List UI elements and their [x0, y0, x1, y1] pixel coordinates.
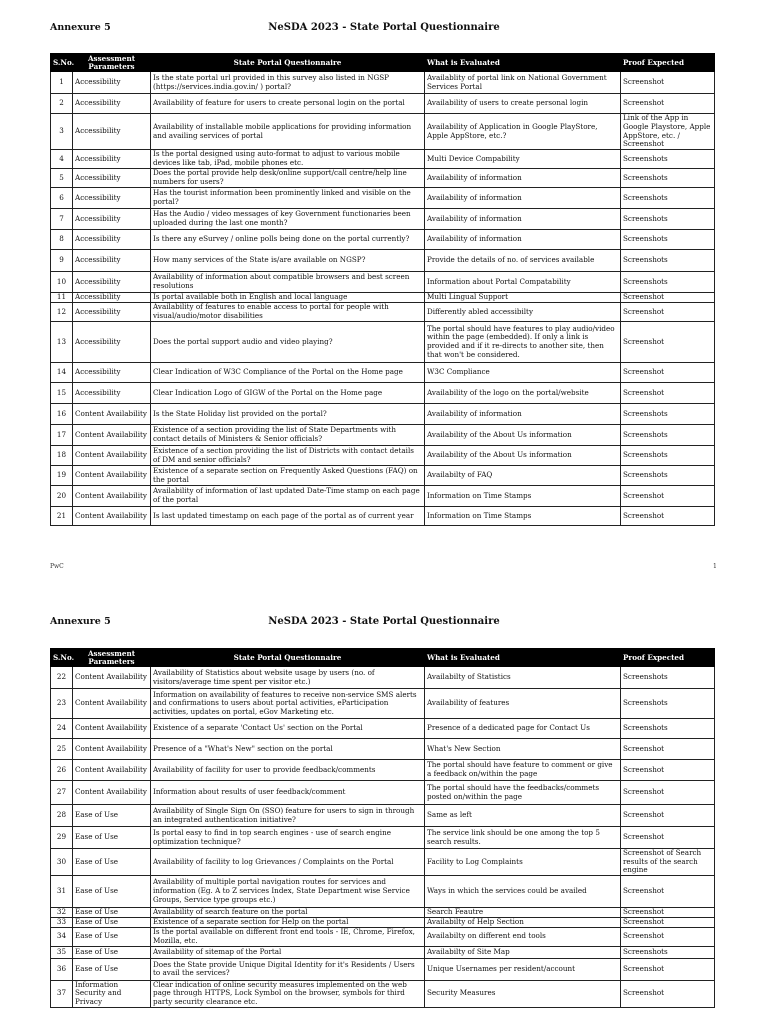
cell-evaluated: Differently abled accessibilty	[425, 303, 621, 322]
cell-param: Ease of Use	[73, 917, 151, 927]
cell-sno: 8	[51, 230, 73, 250]
table-row	[51, 739, 715, 760]
cell-param: Accessibility	[73, 293, 151, 303]
cell-question: Availability of information about compatible browsers and best screen resolutions	[151, 272, 425, 293]
table-row	[51, 446, 715, 466]
cell-sno: 6	[51, 188, 73, 209]
cell-param: Accessibility	[73, 322, 151, 363]
page-title: NeSDA 2023 - State Portal Questionnaire	[268, 22, 500, 33]
table-row	[51, 209, 715, 230]
cell-sno: 21	[51, 507, 73, 526]
table-row	[51, 667, 715, 689]
cell-evaluated: Same as left	[425, 805, 621, 827]
col-header-sno: S.No.	[51, 649, 73, 667]
cell-sno: 20	[51, 486, 73, 507]
cell-sno: 31	[51, 875, 73, 907]
page-number: 1	[713, 563, 717, 570]
cell-proof: Screenshot	[621, 827, 715, 849]
annexure-label: Annexure 5	[50, 616, 111, 627]
table-row	[51, 230, 715, 250]
table-row	[51, 322, 715, 363]
cell-question: Existence of a separate 'Contact Us' section on the Portal	[151, 719, 425, 739]
cell-param: Content Availability	[73, 719, 151, 739]
cell-param: Accessibility	[73, 72, 151, 94]
cell-question: Availability of Statistics about website usage by users (no. of visitors/average time spent per visitor etc.)	[151, 667, 425, 689]
cell-sno: 22	[51, 667, 73, 689]
annexure-label: Annexure 5	[50, 22, 111, 33]
cell-param: Accessibility	[73, 230, 151, 250]
table-row	[51, 150, 715, 169]
table-row	[51, 927, 715, 946]
table-row	[51, 875, 715, 907]
cell-param: Content Availability	[73, 781, 151, 805]
cell-sno: 13	[51, 322, 73, 363]
col-header-question: State Portal Questionnaire	[151, 54, 425, 72]
cell-param: Content Availability	[73, 425, 151, 446]
cell-sno: 25	[51, 739, 73, 760]
cell-sno: 30	[51, 849, 73, 876]
cell-proof: Screenshots	[621, 150, 715, 169]
table-row	[51, 946, 715, 958]
cell-proof: Screenshot	[621, 781, 715, 805]
table-row	[51, 719, 715, 739]
footer-left: PwC	[50, 563, 64, 570]
table-row	[51, 507, 715, 526]
cell-evaluated: Availability of Application in Google PlayStore, Apple AppStore, etc.?	[425, 114, 621, 150]
cell-proof: Screenshot of Search results of the search engine	[621, 849, 715, 876]
table-row	[51, 781, 715, 805]
cell-sno: 1	[51, 72, 73, 94]
cell-param: Content Availability	[73, 507, 151, 526]
cell-proof: Screenshots	[621, 209, 715, 230]
cell-proof: Screenshot	[621, 363, 715, 383]
cell-evaluated: Unique Usernames per resident/account	[425, 958, 621, 980]
col-header-evaluated: What is Evaluated	[425, 649, 621, 667]
cell-param: Content Availability	[73, 739, 151, 760]
cell-question: Clear Indication of W3C Compliance of the Portal on the Home page	[151, 363, 425, 383]
cell-param: Accessibility	[73, 169, 151, 188]
cell-sno: 3	[51, 114, 73, 150]
cell-evaluated: The service link should be one among the top 5 search results.	[425, 827, 621, 849]
cell-question: Availability of Single Sign On (SSO) feature for users to sign in through an integrated authentication initiative?	[151, 805, 425, 827]
cell-question: Information about results of user feedback/comment	[151, 781, 425, 805]
cell-sno: 7	[51, 209, 73, 230]
cell-proof: Screenshot	[621, 875, 715, 907]
cell-proof: Screenshot	[621, 805, 715, 827]
table-header-row	[51, 54, 715, 72]
cell-evaluated: Facility to Log Complaints	[425, 849, 621, 876]
cell-param: Content Availability	[73, 689, 151, 719]
cell-evaluated: W3C Compliance	[425, 363, 621, 383]
cell-question: Existence of a separate section on Frequently Asked Questions (FAQ) on the portal	[151, 466, 425, 486]
cell-question: Has the Audio / video messages of key Government functionaries been uploaded during the last one month?	[151, 209, 425, 230]
table-row	[51, 466, 715, 486]
cell-param: Accessibility	[73, 272, 151, 293]
cell-evaluated: Availability of information	[425, 230, 621, 250]
col-header-param: Assessment Parameters	[73, 54, 151, 72]
cell-question: Clear indication of online security measures implemented on the web page through HTTPS, Lock Symbol on the browser, symbols for third party security clearance etc.	[151, 980, 425, 1007]
cell-sno: 14	[51, 363, 73, 383]
table-row	[51, 849, 715, 876]
cell-sno: 33	[51, 917, 73, 927]
cell-param: Accessibility	[73, 383, 151, 404]
cell-param: Accessibility	[73, 94, 151, 114]
cell-question: Availability of feature for users to create personal login on the portal	[151, 94, 425, 114]
cell-evaluated: Multi Lingual Support	[425, 293, 621, 303]
table-row	[51, 293, 715, 303]
cell-proof: Screenshots	[621, 404, 715, 425]
cell-evaluated: Availability of users to create personal login	[425, 94, 621, 114]
cell-proof: Screenshot	[621, 907, 715, 917]
cell-question: Does the portal support audio and video playing?	[151, 322, 425, 363]
cell-param: Content Availability	[73, 667, 151, 689]
cell-question: Has the tourist information been prominently linked and visible on the portal?	[151, 188, 425, 209]
cell-sno: 18	[51, 446, 73, 466]
cell-evaluated: Security Measures	[425, 980, 621, 1007]
cell-question: Is portal easy to find in top search engines - use of search engine optimization technique?	[151, 827, 425, 849]
cell-param: Ease of Use	[73, 907, 151, 917]
cell-proof: Screenshots	[621, 466, 715, 486]
cell-sno: 4	[51, 150, 73, 169]
cell-evaluated: The portal should have feature to comment or give a feedback on/within the page	[425, 760, 621, 781]
cell-evaluated: Availability of information	[425, 209, 621, 230]
cell-question: Information on availability of features to receive non-service SMS alerts and confirmations to users about portal activities, eParticipation activities, updates on portal, eGov Marketing etc.	[151, 689, 425, 719]
cell-sno: 35	[51, 946, 73, 958]
cell-evaluated: Availabilty of Help Section	[425, 917, 621, 927]
cell-proof: Screenshot	[621, 958, 715, 980]
page-header	[50, 22, 718, 36]
cell-evaluated: Availabilty of Site Map	[425, 946, 621, 958]
cell-sno: 27	[51, 781, 73, 805]
cell-question: Is the portal available on different front end tools - IE, Chrome, Firefox, Mozilla, etc.	[151, 927, 425, 946]
cell-sno: 16	[51, 404, 73, 425]
cell-param: Content Availability	[73, 486, 151, 507]
col-header-proof: Proof Expected	[621, 54, 715, 72]
cell-proof: Screenshots	[621, 689, 715, 719]
cell-question: Availability of multiple portal navigation routes for services and information (Eg. A to Z services Index, State Department wise Service Groups, Service type groups etc.)	[151, 875, 425, 907]
cell-evaluated: Availability of information	[425, 404, 621, 425]
cell-question: Availability of installable mobile applications for providing information and availing services of portal	[151, 114, 425, 150]
table-row	[51, 404, 715, 425]
col-header-param: Assessment Parameters	[73, 649, 151, 667]
cell-sno: 10	[51, 272, 73, 293]
cell-proof: Screenshot	[621, 486, 715, 507]
cell-question: Availability of features to enable access to portal for people with visual/audio/motor disabilities	[151, 303, 425, 322]
questionnaire-table	[50, 53, 715, 526]
table-row	[51, 425, 715, 446]
table-row	[51, 958, 715, 980]
cell-sno: 24	[51, 719, 73, 739]
table-row	[51, 169, 715, 188]
cell-param: Accessibility	[73, 303, 151, 322]
table-row	[51, 363, 715, 383]
cell-proof: Screenshot	[621, 760, 715, 781]
cell-evaluated: Availabilty of Statistics	[425, 667, 621, 689]
cell-question: Does the State provide Unique Digital Identity for it's Residents / Users to avail the services?	[151, 958, 425, 980]
cell-param: Ease of Use	[73, 849, 151, 876]
cell-sno: 28	[51, 805, 73, 827]
cell-question: Existence of a separate section for Help on the portal	[151, 917, 425, 927]
cell-evaluated: Availability of the About Us information	[425, 425, 621, 446]
cell-question: Is the State Holiday list provided on the portal?	[151, 404, 425, 425]
cell-param: Accessibility	[73, 209, 151, 230]
table-row	[51, 303, 715, 322]
table-row	[51, 250, 715, 272]
cell-evaluated: Information about Portal Compatability	[425, 272, 621, 293]
cell-param: Content Availability	[73, 404, 151, 425]
cell-proof: Screenshots	[621, 169, 715, 188]
cell-sno: 32	[51, 907, 73, 917]
cell-sno: 15	[51, 383, 73, 404]
cell-proof: Screenshot	[621, 927, 715, 946]
cell-evaluated: Availabilty on different end tools	[425, 927, 621, 946]
cell-question: Availability of facility to log Grievances / Complaints on the Portal	[151, 849, 425, 876]
cell-question: Is there any eSurvey / online polls being done on the portal currently?	[151, 230, 425, 250]
cell-evaluated: Multi Device Compability	[425, 150, 621, 169]
cell-evaluated: Information on Time Stamps	[425, 486, 621, 507]
cell-param: Content Availability	[73, 760, 151, 781]
table-row	[51, 980, 715, 1007]
cell-sno: 17	[51, 425, 73, 446]
cell-param: Accessibility	[73, 250, 151, 272]
cell-param: Content Availability	[73, 466, 151, 486]
cell-proof: Screenshot	[621, 739, 715, 760]
cell-param: Ease of Use	[73, 958, 151, 980]
table-row	[51, 188, 715, 209]
table-row	[51, 805, 715, 827]
cell-sno: 36	[51, 958, 73, 980]
cell-sno: 9	[51, 250, 73, 272]
table-row	[51, 114, 715, 150]
cell-evaluated: Provide the details of no. of services available	[425, 250, 621, 272]
col-header-evaluated: What is Evaluated	[425, 54, 621, 72]
cell-param: Ease of Use	[73, 927, 151, 946]
table-row	[51, 689, 715, 719]
cell-evaluated: Availability of features	[425, 689, 621, 719]
cell-param: Ease of Use	[73, 946, 151, 958]
cell-evaluated: What's New Section	[425, 739, 621, 760]
cell-proof: Screenshots	[621, 425, 715, 446]
cell-evaluated: The portal should have the feedbacks/commets posted on/within the page	[425, 781, 621, 805]
cell-sno: 19	[51, 466, 73, 486]
cell-param: Information Security and Privacy	[73, 980, 151, 1007]
cell-proof: Screenshot	[621, 917, 715, 927]
cell-question: Is last updated timestamp on each page of the portal as of current year	[151, 507, 425, 526]
cell-proof: Screenshots	[621, 719, 715, 739]
cell-question: Is the portal designed using auto-format to adjust to various mobile devices like tab, iPad, mobile phones etc.	[151, 150, 425, 169]
cell-evaluated: Information on Time Stamps	[425, 507, 621, 526]
cell-question: Availability of information of last updated Date-Time stamp on each page of the portal	[151, 486, 425, 507]
cell-param: Accessibility	[73, 150, 151, 169]
cell-param: Ease of Use	[73, 805, 151, 827]
table-row	[51, 827, 715, 849]
cell-param: Content Availability	[73, 446, 151, 466]
page-header	[50, 616, 718, 630]
cell-proof: Screenshots	[621, 446, 715, 466]
cell-question: Presence of a "What's New" section on the portal	[151, 739, 425, 760]
cell-proof: Screenshots	[621, 272, 715, 293]
cell-proof: Screenshot	[621, 322, 715, 363]
cell-question: Availability of sitemap of the Portal	[151, 946, 425, 958]
table-row	[51, 72, 715, 94]
cell-sno: 37	[51, 980, 73, 1007]
cell-sno: 11	[51, 293, 73, 303]
cell-param: Accessibility	[73, 188, 151, 209]
cell-proof: Screenshots	[621, 946, 715, 958]
cell-sno: 5	[51, 169, 73, 188]
cell-proof: Screenshot	[621, 72, 715, 94]
cell-evaluated: Availability of the logo on the portal/website	[425, 383, 621, 404]
cell-proof: Screenshot	[621, 383, 715, 404]
cell-sno: 34	[51, 927, 73, 946]
table-row	[51, 486, 715, 507]
cell-proof: Screenshots	[621, 667, 715, 689]
cell-proof: Screenshot	[621, 94, 715, 114]
table-header-row	[51, 649, 715, 667]
cell-evaluated: Ways in which the services could be availed	[425, 875, 621, 907]
table-row	[51, 272, 715, 293]
cell-sno: 23	[51, 689, 73, 719]
table-row	[51, 760, 715, 781]
cell-param: Accessibility	[73, 114, 151, 150]
cell-evaluated: Availabilty of FAQ	[425, 466, 621, 486]
cell-sno: 12	[51, 303, 73, 322]
table-row	[51, 917, 715, 927]
cell-proof: Screenshot	[621, 507, 715, 526]
cell-param: Accessibility	[73, 363, 151, 383]
col-header-proof: Proof Expected	[621, 649, 715, 667]
cell-proof: Link of the App in Google Playstore, Apple AppStore, etc. / Screenshot	[621, 114, 715, 150]
cell-evaluated: Availability of information	[425, 169, 621, 188]
cell-question: Is the state portal url provided in this survey also listed in NGSP (https://services.india.gov.in/ ) portal?	[151, 72, 425, 94]
cell-evaluated: The portal should have features to play audio/video within the page (embedded). If only a link is provided and if it re-directs to another site, then that won't be considered.	[425, 322, 621, 363]
cell-question: Availability of facility for user to provide feedback/comments	[151, 760, 425, 781]
table-row	[51, 383, 715, 404]
cell-proof: Screenshots	[621, 230, 715, 250]
cell-param: Ease of Use	[73, 875, 151, 907]
cell-evaluated: Search Feautre	[425, 907, 621, 917]
cell-proof: Screenshots	[621, 250, 715, 272]
col-header-sno: S.No.	[51, 54, 73, 72]
cell-proof: Screenshot	[621, 980, 715, 1007]
cell-evaluated: Presence of a dedicated page for Contact Us	[425, 719, 621, 739]
table-row	[51, 94, 715, 114]
cell-evaluated: Availablity of portal link on National Government Services Portal	[425, 72, 621, 94]
cell-question: Existence of a section providing the list of State Departments with contact details of Ministers & Senior officials?	[151, 425, 425, 446]
cell-sno: 26	[51, 760, 73, 781]
cell-proof: Screenshots	[621, 188, 715, 209]
cell-question: Is portal available both in English and local language	[151, 293, 425, 303]
cell-evaluated: Availability of the About Us information	[425, 446, 621, 466]
cell-question: Does the portal provide help desk/online support/call centre/help line numbers for users?	[151, 169, 425, 188]
cell-question: Existence of a section providing the list of Districts with contact details of DM and senior officials?	[151, 446, 425, 466]
questionnaire-table	[50, 648, 715, 1008]
cell-sno: 29	[51, 827, 73, 849]
cell-question: Availability of search feature on the portal	[151, 907, 425, 917]
cell-question: Clear Indication Logo of GIGW of the Portal on the Home page	[151, 383, 425, 404]
table-row	[51, 907, 715, 917]
col-header-question: State Portal Questionnaire	[151, 649, 425, 667]
cell-evaluated: Availability of information	[425, 188, 621, 209]
cell-question: How many services of the State is/are available on NGSP?	[151, 250, 425, 272]
cell-proof: Screenshot	[621, 303, 715, 322]
cell-proof: Screenshot	[621, 293, 715, 303]
page-title: NeSDA 2023 - State Portal Questionnaire	[268, 616, 500, 627]
cell-sno: 2	[51, 94, 73, 114]
cell-param: Ease of Use	[73, 827, 151, 849]
